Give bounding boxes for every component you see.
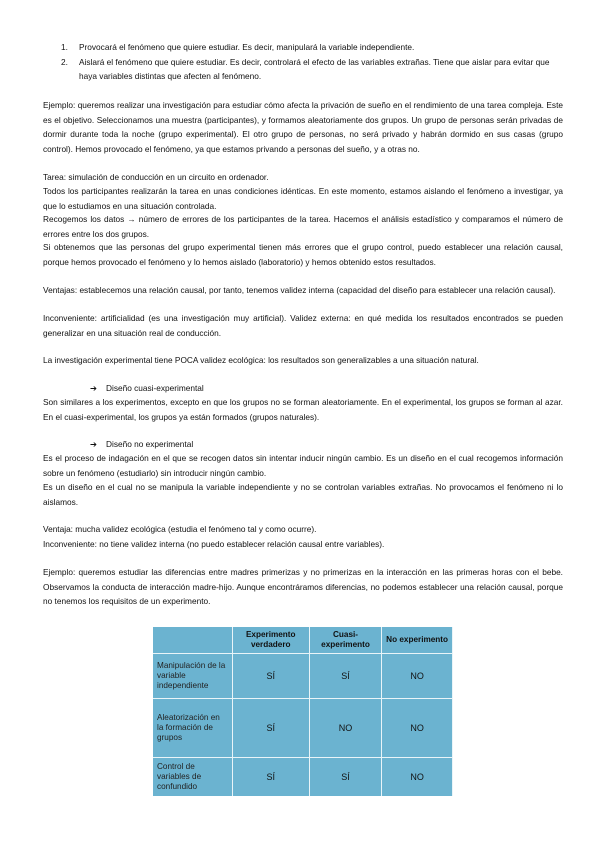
ecological-validity-line: La investigación experimental tiene POCA validez ecológica: los resultados son generalizables a una situación natural. [43,355,479,365]
list-number: 1. [61,42,68,52]
disadvantage-paragraph: Inconveniente: artificialidad (es una investigación muy artificial). Validez externa: en qué medida los resultados encontrados se pueden generalizar en una situación real de conducción. [43,313,563,338]
list-text: Provocará el fenómeno que quiere estudiar. Es decir, manipulará la variable independiente. [79,42,415,52]
numbered-list [43,40,563,84]
comparison-table [153,627,453,796]
table-header-cell [153,627,232,654]
table-header-cell: No experimento [382,627,453,654]
table-header-row [153,627,453,654]
table-header-cell: Cuasi-experimento [309,627,381,654]
quasi-experimental-heading [90,381,204,396]
heading-text: Diseño cuasi-experimental [106,383,204,393]
table-header-cell: Experimento verdadero [232,627,309,654]
table-row [153,654,453,699]
advantages-paragraph: Ventajas: establecemos una relación causal, por tanto, tenemos validez interna (capacidad del diseño para establecer una relación causal). [43,285,556,295]
row-label: Control de variables de confundido [153,758,232,797]
table-cell: SÍ [309,758,381,797]
conditions-line: Todos los participantes realizarán la tarea en unas condiciones idénticas. En este momento, estamos aislando el fenómeno a investigar, ya que lo estudiamos en una situación controlada. [43,186,563,211]
table-cell: SÍ [232,654,309,699]
arrow-right-icon: ➔ [90,383,97,393]
list-item [43,55,563,84]
heading-text: Diseño no experimental [106,439,194,449]
example-paragraph-2: Ejemplo: queremos estudiar las diferencias entre madres primerizas y no primerizas en la interacción en las primeras horas con el bebe. Observamos la conducta de interacción madre-hijo. Aunque encontráramos diferencias, no podemos establecer una relación causal, porque no tenemos los requisitos de un experimento. [43,567,563,606]
disadvantage-line: Inconveniente: no tiene validez interna (no puedo establecer relación causal entre variables). [43,539,385,549]
table-cell: NO [309,699,381,758]
conclusion-line: Si obtenemos que las personas del grupo experimental tienen más errores que el grupo control, puedo establecer una relación causal, porque hemos provocado el fenómeno y lo hemos aislado (laboratorio) y hemos obtenido estos resultados. [43,242,563,267]
non-experimental-heading [90,437,193,452]
table-cell: NO [382,699,453,758]
quasi-experimental-paragraph: Son similares a los experimentos, excepto en que los grupos no se forman aleatoriamente. En el experimental, los grupos se forman al azar. En el cuasi-experimental, los grupos ya están formados (grupos naturales). [43,397,563,422]
table-cell: SÍ [232,758,309,797]
table-cell: NO [382,758,453,797]
arrow-right-icon: ➔ [90,439,97,449]
table-row [153,699,453,758]
non-experimental-paragraph-2: Es un diseño en el cual no se manipula la variable independiente y no se controlan variables extrañas. No provocamos el fenómeno ni lo aislamos. [43,482,563,507]
list-number: 2. [61,56,68,67]
task-line: Tarea: simulación de conducción en un circuito en ordenador. [43,172,269,182]
table-cell: SÍ [232,699,309,758]
row-label: Manipulación de la variable independiente [153,654,232,699]
example-paragraph: Ejemplo: queremos realizar una investigación para estudiar cómo afecta la privación de sueño en el rendimiento de una tarea compleja. Este es el objetivo. Seleccionamos una muestra (participantes), y formamos aleatoriamente dos grupos. Un grupo de personas serán privadas de dormir durante toda la noche (grupo experimental). El otro grupo de personas, no será privado y habrán dormido en sus casas (grupo control). Hemos provocado el fenómeno, ya que estamos privando a personas del sueño, y a otras no. [43,100,563,154]
table-row [153,758,453,797]
table-cell: NO [382,654,453,699]
advantage-line: Ventaja: mucha validez ecológica (estudia el fenómeno tal y como ocurre). [43,524,317,534]
list-item [43,40,563,55]
data-line: Recogemos los datos → número de errores de los participantes de la tarea. Hacemos el análisis estadístico y comparamos el número de errores entre los dos grupos. [43,214,563,239]
row-label: Aleatorización en la formación de grupos [153,699,232,758]
non-experimental-paragraph: Es el proceso de indagación en el que se recogen datos sin intentar inducir ningún cambio. Es un diseño en el cual recogemos información sobre un fenómeno (estudiarlo) sin introducir ningún cambio. [43,453,563,478]
list-text: Aislará el fenómeno que quiere estudiar. Es decir, controlará el efecto de las variables extrañas. Tiene que aislar para evitar que haya variables distintas que afecten al fenómeno. [79,56,550,81]
table-cell: SÍ [309,654,381,699]
